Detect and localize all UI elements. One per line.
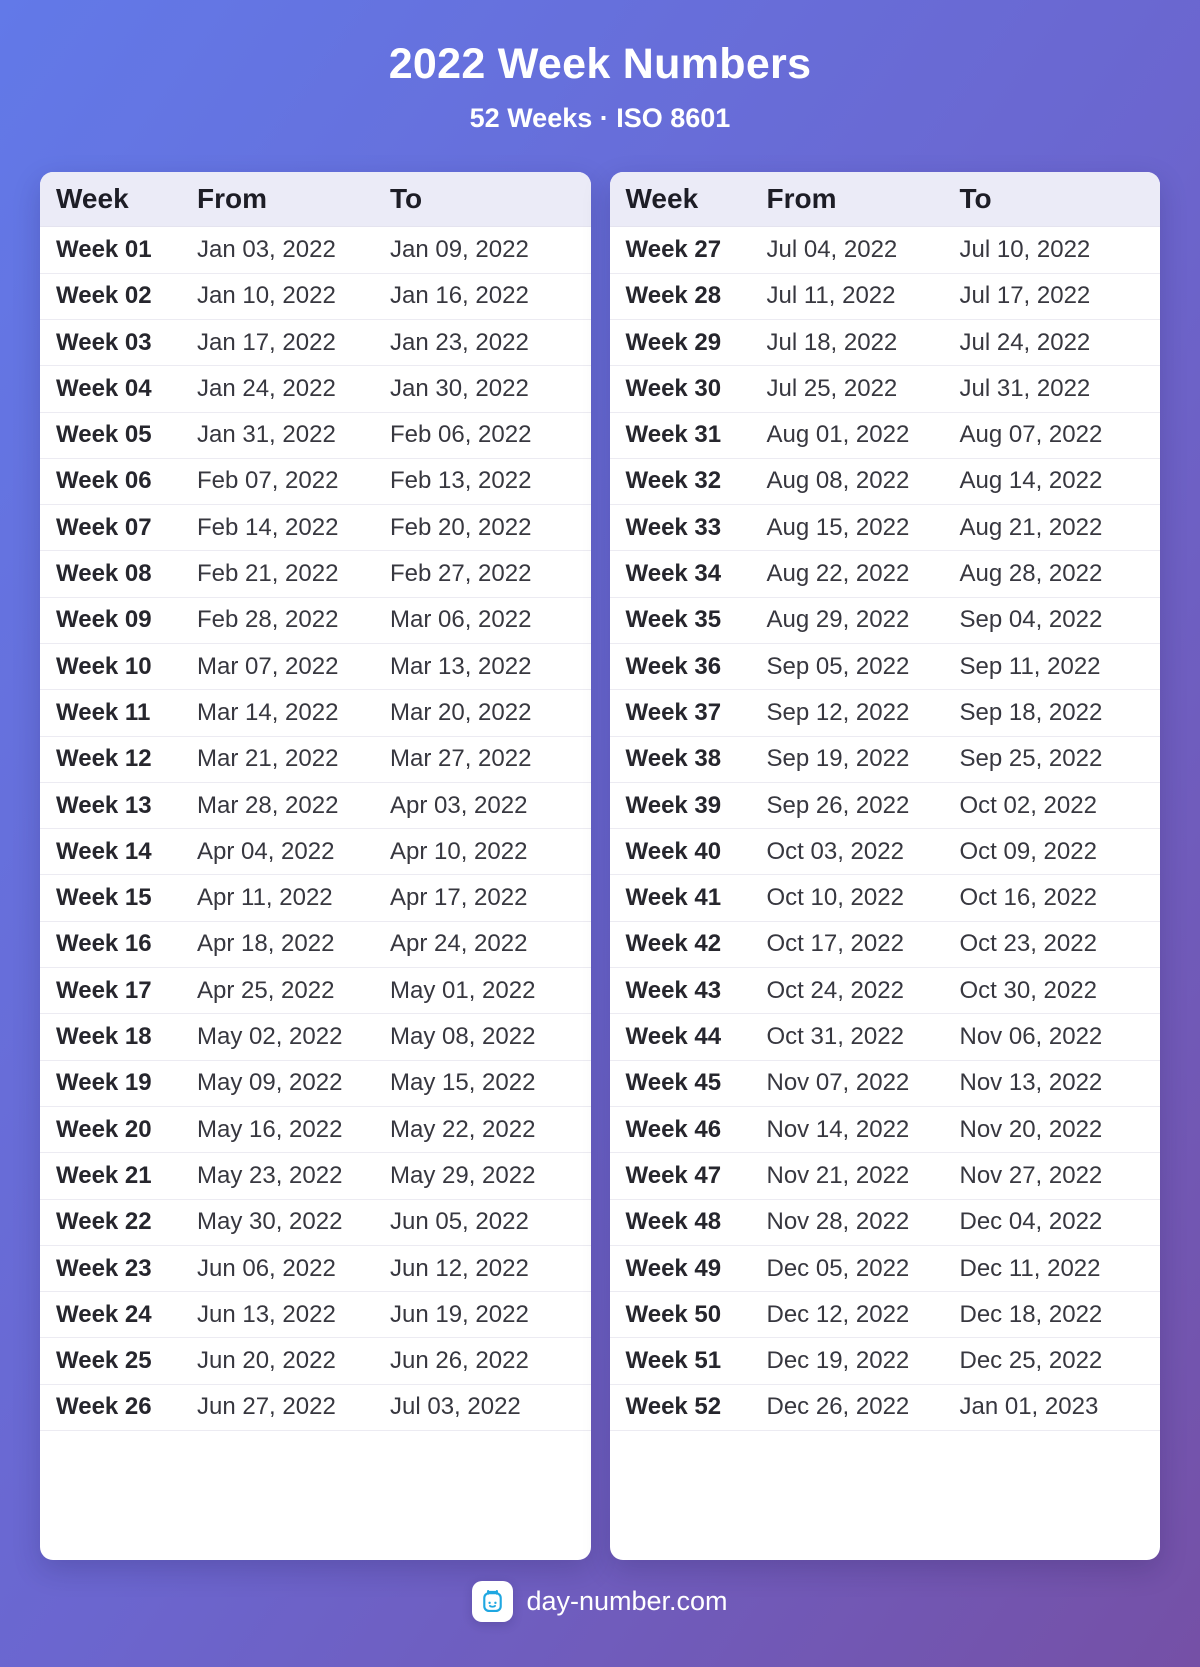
table-row [610,1014,1161,1060]
week-cell: Week 30 [610,366,767,412]
to-cell: Oct 02, 2022 [960,782,1161,828]
table-row [40,782,591,828]
week-cell: Week 16 [40,921,197,967]
from-cell: Aug 08, 2022 [767,458,960,504]
to-cell: Sep 04, 2022 [960,597,1161,643]
to-cell: May 15, 2022 [390,1060,591,1106]
from-cell: Jul 25, 2022 [767,366,960,412]
week-cell: Week 05 [40,412,197,458]
table-header [610,172,1161,227]
to-cell: Dec 04, 2022 [960,1199,1161,1245]
to-cell: Jan 09, 2022 [390,227,591,273]
table-row [40,273,591,319]
to-cell: Aug 21, 2022 [960,505,1161,551]
table-row [40,921,591,967]
to-cell: Mar 20, 2022 [390,690,591,736]
table-row [610,505,1161,551]
week-cell: Week 29 [610,319,767,365]
table-row [610,1060,1161,1106]
week-cell: Week 41 [610,875,767,921]
table-row [610,1199,1161,1245]
week-cell: Week 23 [40,1245,197,1291]
week-cell: Week 02 [40,273,197,319]
site-brand[interactable] [0,1581,1200,1622]
from-cell: Sep 19, 2022 [767,736,960,782]
table-row [610,1245,1161,1291]
to-cell: Oct 16, 2022 [960,875,1161,921]
week-cell: Week 36 [610,644,767,690]
to-cell: Jan 30, 2022 [390,366,591,412]
to-cell: Jan 23, 2022 [390,319,591,365]
from-cell: Jan 24, 2022 [197,366,390,412]
from-cell: Jul 18, 2022 [767,319,960,365]
week-cell: Week 44 [610,1014,767,1060]
week-cell: Week 32 [610,458,767,504]
table-row [40,736,591,782]
from-cell: Feb 14, 2022 [197,505,390,551]
table-row [40,458,591,504]
table-row [40,1384,591,1430]
table-row [40,227,591,273]
to-cell: Aug 14, 2022 [960,458,1161,504]
table-row [610,1153,1161,1199]
week-table-weeks-27-52 [610,172,1161,1431]
week-cell: Week 18 [40,1014,197,1060]
from-cell: Oct 10, 2022 [767,875,960,921]
to-cell: Dec 25, 2022 [960,1338,1161,1384]
to-cell: Aug 28, 2022 [960,551,1161,597]
week-cell: Week 50 [610,1292,767,1338]
week-cell: Week 14 [40,829,197,875]
to-cell: Feb 27, 2022 [390,551,591,597]
to-cell: Jan 01, 2023 [960,1384,1161,1430]
week-cell: Week 09 [40,597,197,643]
from-cell: Dec 12, 2022 [767,1292,960,1338]
table-row [610,690,1161,736]
from-cell: Sep 26, 2022 [767,782,960,828]
table-header [40,172,591,227]
week-table-weeks-1-26 [40,172,591,1431]
week-cell: Week 42 [610,921,767,967]
to-cell: Jul 31, 2022 [960,366,1161,412]
week-table-card-first-half [40,172,591,1560]
column-header-to: To [960,172,1161,227]
table-row [610,227,1161,273]
to-cell: Jun 12, 2022 [390,1245,591,1291]
week-cell: Week 43 [610,968,767,1014]
to-cell: Sep 18, 2022 [960,690,1161,736]
from-cell: Sep 05, 2022 [767,644,960,690]
week-cell: Week 12 [40,736,197,782]
week-cell: Week 20 [40,1106,197,1152]
week-cell: Week 07 [40,505,197,551]
table-row [40,551,591,597]
to-cell: Jun 19, 2022 [390,1292,591,1338]
from-cell: Aug 01, 2022 [767,412,960,458]
week-table-card-second-half [610,172,1161,1560]
table-row [40,319,591,365]
to-cell: May 22, 2022 [390,1106,591,1152]
table-row [610,319,1161,365]
column-header-week: Week [610,172,767,227]
week-cell: Week 31 [610,412,767,458]
from-cell: Nov 07, 2022 [767,1060,960,1106]
table-row [40,1199,591,1245]
from-cell: Feb 28, 2022 [197,597,390,643]
to-cell: Jan 16, 2022 [390,273,591,319]
from-cell: Jun 20, 2022 [197,1338,390,1384]
week-cell: Week 04 [40,366,197,412]
column-header-from: From [197,172,390,227]
to-cell: Nov 13, 2022 [960,1060,1161,1106]
week-cell: Week 39 [610,782,767,828]
week-cell: Week 49 [610,1245,767,1291]
week-cell: Week 38 [610,736,767,782]
from-cell: Jan 17, 2022 [197,319,390,365]
from-cell: May 09, 2022 [197,1060,390,1106]
from-cell: Dec 05, 2022 [767,1245,960,1291]
page-header [0,0,1200,135]
week-cell: Week 45 [610,1060,767,1106]
from-cell: Apr 11, 2022 [197,875,390,921]
week-cell: Week 21 [40,1153,197,1199]
table-body [610,227,1161,1431]
from-cell: May 16, 2022 [197,1106,390,1152]
from-cell: Jun 13, 2022 [197,1292,390,1338]
from-cell: Nov 21, 2022 [767,1153,960,1199]
to-cell: Jul 17, 2022 [960,273,1161,319]
to-cell: Jul 03, 2022 [390,1384,591,1430]
table-row [610,782,1161,828]
from-cell: Oct 24, 2022 [767,968,960,1014]
to-cell: Apr 17, 2022 [390,875,591,921]
to-cell: Sep 11, 2022 [960,644,1161,690]
table-row [610,1292,1161,1338]
week-cell: Week 11 [40,690,197,736]
table-row [610,412,1161,458]
week-cell: Week 10 [40,644,197,690]
to-cell: Jul 10, 2022 [960,227,1161,273]
from-cell: Jan 03, 2022 [197,227,390,273]
from-cell: Mar 14, 2022 [197,690,390,736]
table-row [610,875,1161,921]
to-cell: May 01, 2022 [390,968,591,1014]
from-cell: Jan 31, 2022 [197,412,390,458]
from-cell: Jun 27, 2022 [197,1384,390,1430]
column-header-from: From [767,172,960,227]
week-tables-container [0,172,1200,1560]
table-row [610,644,1161,690]
week-cell: Week 08 [40,551,197,597]
site-logo-badge [472,1581,513,1622]
table-row [610,1384,1161,1430]
week-cell: Week 26 [40,1384,197,1430]
to-cell: Apr 03, 2022 [390,782,591,828]
to-cell: Feb 06, 2022 [390,412,591,458]
week-cell: Week 46 [610,1106,767,1152]
to-cell: Dec 11, 2022 [960,1245,1161,1291]
to-cell: Nov 20, 2022 [960,1106,1161,1152]
from-cell: Mar 07, 2022 [197,644,390,690]
table-row [610,273,1161,319]
table-row [40,829,591,875]
from-cell: Jul 04, 2022 [767,227,960,273]
to-cell: Feb 20, 2022 [390,505,591,551]
to-cell: Aug 07, 2022 [960,412,1161,458]
from-cell: Feb 07, 2022 [197,458,390,504]
from-cell: Jul 11, 2022 [767,273,960,319]
from-cell: Apr 25, 2022 [197,968,390,1014]
table-row [40,412,591,458]
to-cell: May 29, 2022 [390,1153,591,1199]
week-cell: Week 06 [40,458,197,504]
table-row [610,736,1161,782]
from-cell: Aug 22, 2022 [767,551,960,597]
table-row [610,829,1161,875]
week-cell: Week 51 [610,1338,767,1384]
table-row [40,1338,591,1384]
week-cell: Week 48 [610,1199,767,1245]
to-cell: Oct 09, 2022 [960,829,1161,875]
from-cell: May 30, 2022 [197,1199,390,1245]
from-cell: Sep 12, 2022 [767,690,960,736]
week-cell: Week 47 [610,1153,767,1199]
week-cell: Week 33 [610,505,767,551]
from-cell: May 23, 2022 [197,1153,390,1199]
to-cell: Mar 06, 2022 [390,597,591,643]
table-row [40,644,591,690]
table-row [40,1245,591,1291]
to-cell: Nov 06, 2022 [960,1014,1161,1060]
to-cell: Oct 23, 2022 [960,921,1161,967]
table-row [40,1292,591,1338]
week-cell: Week 24 [40,1292,197,1338]
week-cell: Week 28 [610,273,767,319]
to-cell: Nov 27, 2022 [960,1153,1161,1199]
table-row [40,1153,591,1199]
week-cell: Week 19 [40,1060,197,1106]
from-cell: Dec 19, 2022 [767,1338,960,1384]
table-row [610,458,1161,504]
to-cell: Apr 10, 2022 [390,829,591,875]
to-cell: Apr 24, 2022 [390,921,591,967]
to-cell: Jul 24, 2022 [960,319,1161,365]
table-row [610,597,1161,643]
from-cell: Oct 03, 2022 [767,829,960,875]
week-cell: Week 22 [40,1199,197,1245]
week-cell: Week 13 [40,782,197,828]
from-cell: May 02, 2022 [197,1014,390,1060]
page-subtitle: 52 Weeks · ISO 8601 [469,103,731,134]
from-cell: Mar 21, 2022 [197,736,390,782]
week-cell: Week 35 [610,597,767,643]
from-cell: Nov 14, 2022 [767,1106,960,1152]
table-row [40,690,591,736]
table-row [610,551,1161,597]
table-row [610,921,1161,967]
from-cell: Apr 18, 2022 [197,921,390,967]
to-cell: Mar 27, 2022 [390,736,591,782]
from-cell: Oct 17, 2022 [767,921,960,967]
table-row [40,366,591,412]
table-row [610,968,1161,1014]
from-cell: Feb 21, 2022 [197,551,390,597]
from-cell: Apr 04, 2022 [197,829,390,875]
table-row [40,1106,591,1152]
to-cell: Oct 30, 2022 [960,968,1161,1014]
table-row [40,505,591,551]
from-cell: Aug 15, 2022 [767,505,960,551]
week-cell: Week 37 [610,690,767,736]
week-cell: Week 40 [610,829,767,875]
to-cell: Dec 18, 2022 [960,1292,1161,1338]
site-name: day-number.com [526,1585,728,1616]
to-cell: May 08, 2022 [390,1014,591,1060]
week-cell: Week 34 [610,551,767,597]
table-row [610,366,1161,412]
table-row [610,1106,1161,1152]
from-cell: Nov 28, 2022 [767,1199,960,1245]
calendar-smiley-icon [479,1588,506,1615]
to-cell: Jun 26, 2022 [390,1338,591,1384]
to-cell: Mar 13, 2022 [390,644,591,690]
from-cell: Dec 26, 2022 [767,1384,960,1430]
from-cell: Jun 06, 2022 [197,1245,390,1291]
week-cell: Week 15 [40,875,197,921]
week-cell: Week 17 [40,968,197,1014]
column-header-to: To [390,172,591,227]
from-cell: Jan 10, 2022 [197,273,390,319]
table-body [40,227,591,1431]
table-row [610,1338,1161,1384]
week-cell: Week 25 [40,1338,197,1384]
table-row [40,875,591,921]
table-row [40,1014,591,1060]
table-row [40,968,591,1014]
table-row [40,597,591,643]
week-cell: Week 27 [610,227,767,273]
week-cell: Week 52 [610,1384,767,1430]
from-cell: Oct 31, 2022 [767,1014,960,1060]
column-header-week: Week [40,172,197,227]
table-row [40,1060,591,1106]
from-cell: Aug 29, 2022 [767,597,960,643]
page-title: 2022 Week Numbers [388,40,812,88]
to-cell: Jun 05, 2022 [390,1199,591,1245]
week-cell: Week 03 [40,319,197,365]
from-cell: Mar 28, 2022 [197,782,390,828]
week-cell: Week 01 [40,227,197,273]
to-cell: Feb 13, 2022 [390,458,591,504]
to-cell: Sep 25, 2022 [960,736,1161,782]
